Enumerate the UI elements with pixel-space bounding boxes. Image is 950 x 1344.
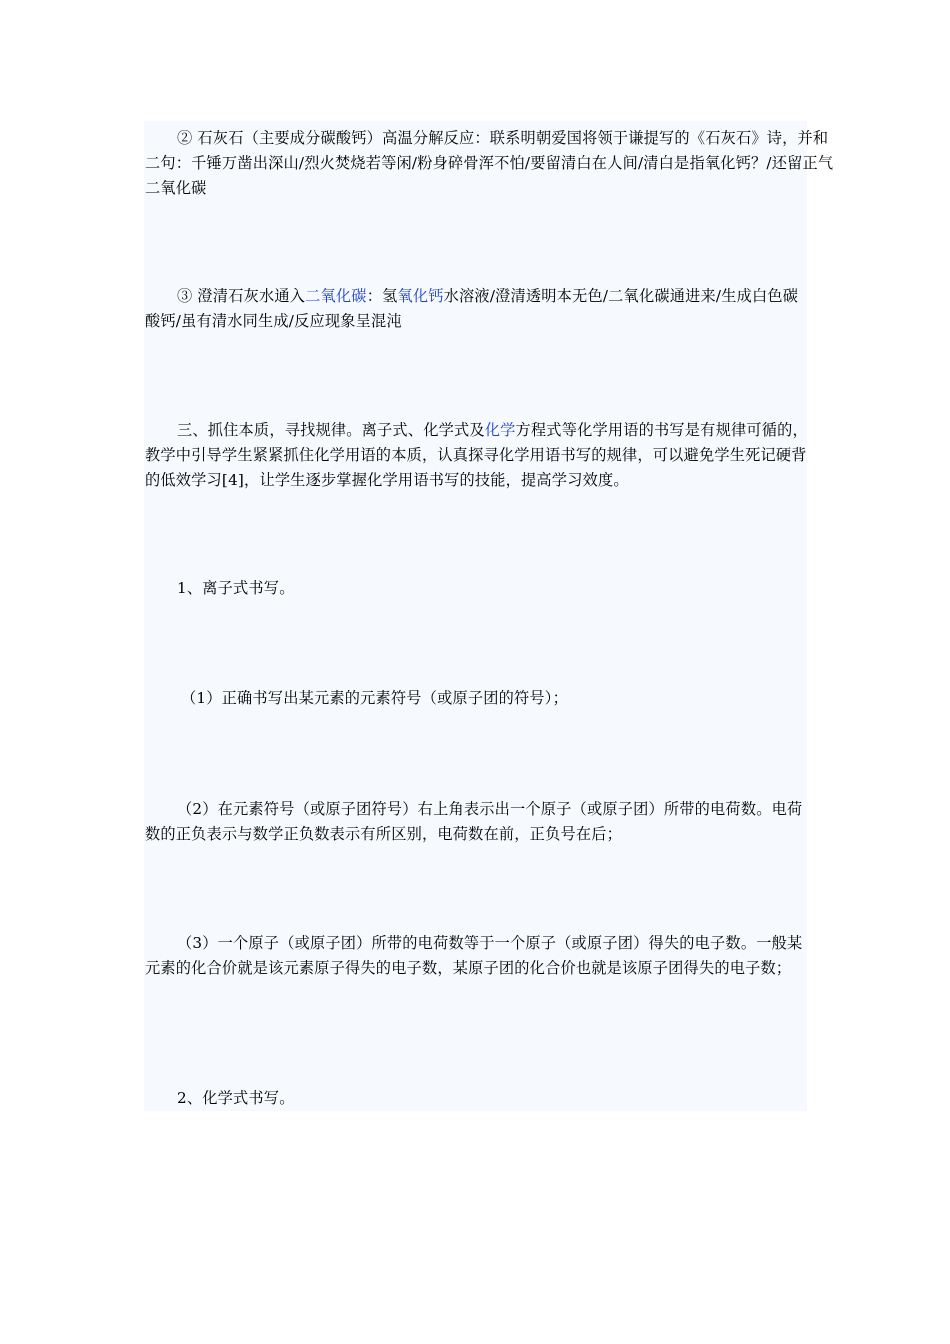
list-item-3: （3）一个原子（或原子团）所带的电荷数等于一个原子（或原子团）得失的电子数。一般某元素的化合价就是该元素原子得失的电子数，某原子团的化合价也就是该原子团得失的电子数； <box>145 934 803 977</box>
link-chemistry[interactable]: 化学 <box>484 421 516 439</box>
list-item-2: （2）在元素符号（或原子团符号）右上角表示出一个原子（或原子团）所带的电荷数。电荷数的正负表示与数学正负数表示有所区别，电荷数在前，正负号在后； <box>145 800 803 843</box>
paragraph-text: 水溶液/澄清透明本无色/二氧化碳通进来/生成白色碳酸钙/虽有清水同生成/反应现象呈混沌 <box>145 287 799 330</box>
paragraph-limewater-co2 <box>145 284 809 334</box>
heading-chemical-formula: 2、化学式书写。 <box>177 1089 295 1107</box>
paragraph-limestone-decomposition: ② 石灰石（主要成分碳酸钙）高温分解反应：联系明朝爱国将领于谦提写的《石灰石》诗，并和二句：千锤万凿出深山/烈火焚烧若等闲/粉身碎骨浑不怕/要留清白在人间/清白是指氧化钙？/还留正气二氧化碳 <box>145 129 834 197</box>
list-item-1: （1）正确书写出某元素的元素符号（或原子团的符号）； <box>181 689 568 707</box>
link-carbon-dioxide[interactable]: 二氧化碳 <box>305 287 367 305</box>
paragraph-section-three <box>145 418 809 493</box>
paragraph-text: 三、抓住本质，寻找规律。离子式、化学式及 <box>177 421 485 439</box>
paragraph-text: 方程式等化学用语的书写是有规律可循的，教学中引导学生紧紧抓住化学用语的本质，认真探寻化学用语书写的规律，可以避免学生死记硬背的低效学习[4]，让学生逐步掌握化学用语书写的技能，提高学习效度。 <box>145 421 808 489</box>
paragraph-text: ：氢 <box>366 287 398 305</box>
link-calcium-oxide[interactable]: 氧化钙 <box>397 287 444 305</box>
paragraph-text: ③ 澄清石灰水通入 <box>177 287 306 305</box>
heading-ionic-formula: 1、离子式书写。 <box>177 579 295 597</box>
